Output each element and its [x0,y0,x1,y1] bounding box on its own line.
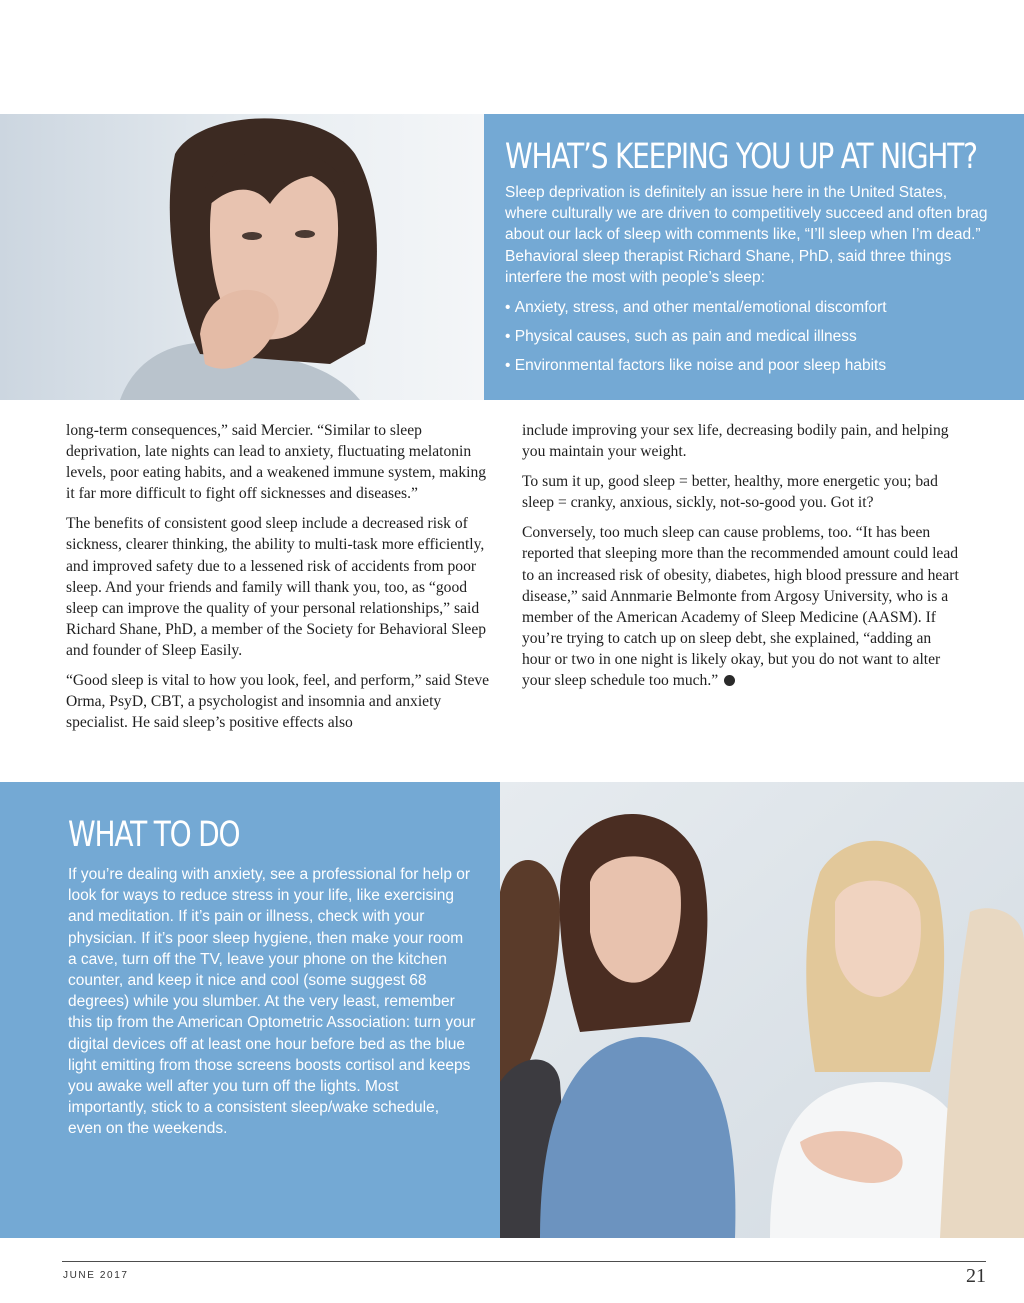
article-paragraph-final [522,522,962,691]
sidebar-body: Sleep deprivation is definitely an issue here in the United States, where culturally we are driven to competitively succeed and often brag about our lack of sleep with comments like, “I’ll sleep when I’m dead.” Behavioral sleep therapist Richard Shane, PhD, said three things interfere the most with people’s sleep: [505,184,988,286]
article-paragraph: The benefits of consistent good sleep include a decreased risk of sickness, clearer thinking, the ability to multi-task more efficiently, and improved safety due to a lessened risk of accidents from poor sleep. And your friends and family will thank you, too, as “good sleep can improve the quality of your personal relationships,” said Richard Shane, PhD, a member of the Society for Behavioral Sleep and founder of Sleep Easily. [66,515,487,659]
sidebar-title: WHAT TO DO [68,815,240,855]
list-item: • Environmental factors like noise and poor sleep habits [505,355,990,376]
photo-anxious-woman [0,114,484,400]
end-of-article-icon [724,675,735,686]
article-paragraph: long-term consequences,” said Mercier. “Similar to sleep deprivation, late nights can lead to anxiety, fluctuating melatonin levels, poor eating habits, and a weakened immune system, making it far more difficult to fight off sicknesses and diseases.” [66,422,487,503]
footer-date: JUNE 2017 [63,1270,129,1281]
article-column-right [522,420,962,700]
photo-group-conversation [500,782,1024,1238]
article-paragraph: include improving your sex life, decreasing bodily pain, and helping you maintain your weight. [522,422,949,461]
article-column-left [66,420,496,742]
sidebar-bullet-list [505,297,990,376]
article-paragraph-text: Conversely, too much sleep can cause problems, too. “It has been reported that sleeping more than the recommended amount could lead to an increased risk of obesity, diabetes, high blood pressure and heart disease,” said Annmarie Belmonte from Argosy University, who is a member of the American Academy of Sleep Medicine (AASM). If you’re trying to catch up on sleep debt, she explained, “adding an hour or two in one night is likely okay, but you do not want to alter your sleep schedule too much.” [522,524,959,690]
list-item: • Anxiety, stress, and other mental/emotional discomfort [505,297,990,318]
sidebar-body: If you’re dealing with anxiety, see a professional for help or look for ways to reduce stress in your life, like exercising and meditation. If it’s pain or illness, check with your physician. If it’s poor sleep hygiene, then make your room a cave, turn off the TV, leave your phone on the kitchen counter, and keep it nice and cool (some suggest 68 degrees) while you slumber. At the very least, remember this tip from the American Optometric Association: turn your digital devices off at least one hour before bed as the blue light emitting from those screens boosts cortisol and keeps you awake well after you turn off the lights. Most importantly, stick to a consistent sleep/wake schedule, even on the weekends. [68,866,476,1138]
sidebar-what-to-do [0,782,500,1238]
sidebar-title: WHAT’S KEEPING YOU UP AT NIGHT? [505,137,977,177]
article-paragraph: To sum it up, good sleep = better, healthy, more energetic you; bad sleep = cranky, anxious, sickly, not-so-good you. Got it? [522,473,938,512]
list-item: • Physical causes, such as pain and medical illness [505,326,990,347]
page-number: 21 [966,1265,986,1287]
footer-rule [62,1261,986,1262]
article-paragraph: “Good sleep is vital to how you look, feel, and perform,” said Steve Orma, PsyD, CBT, a psychologist and insomnia and anxiety specialist. He said sleep’s positive effects also [66,672,490,732]
sidebar-whats-keeping-you-up [484,114,1024,400]
